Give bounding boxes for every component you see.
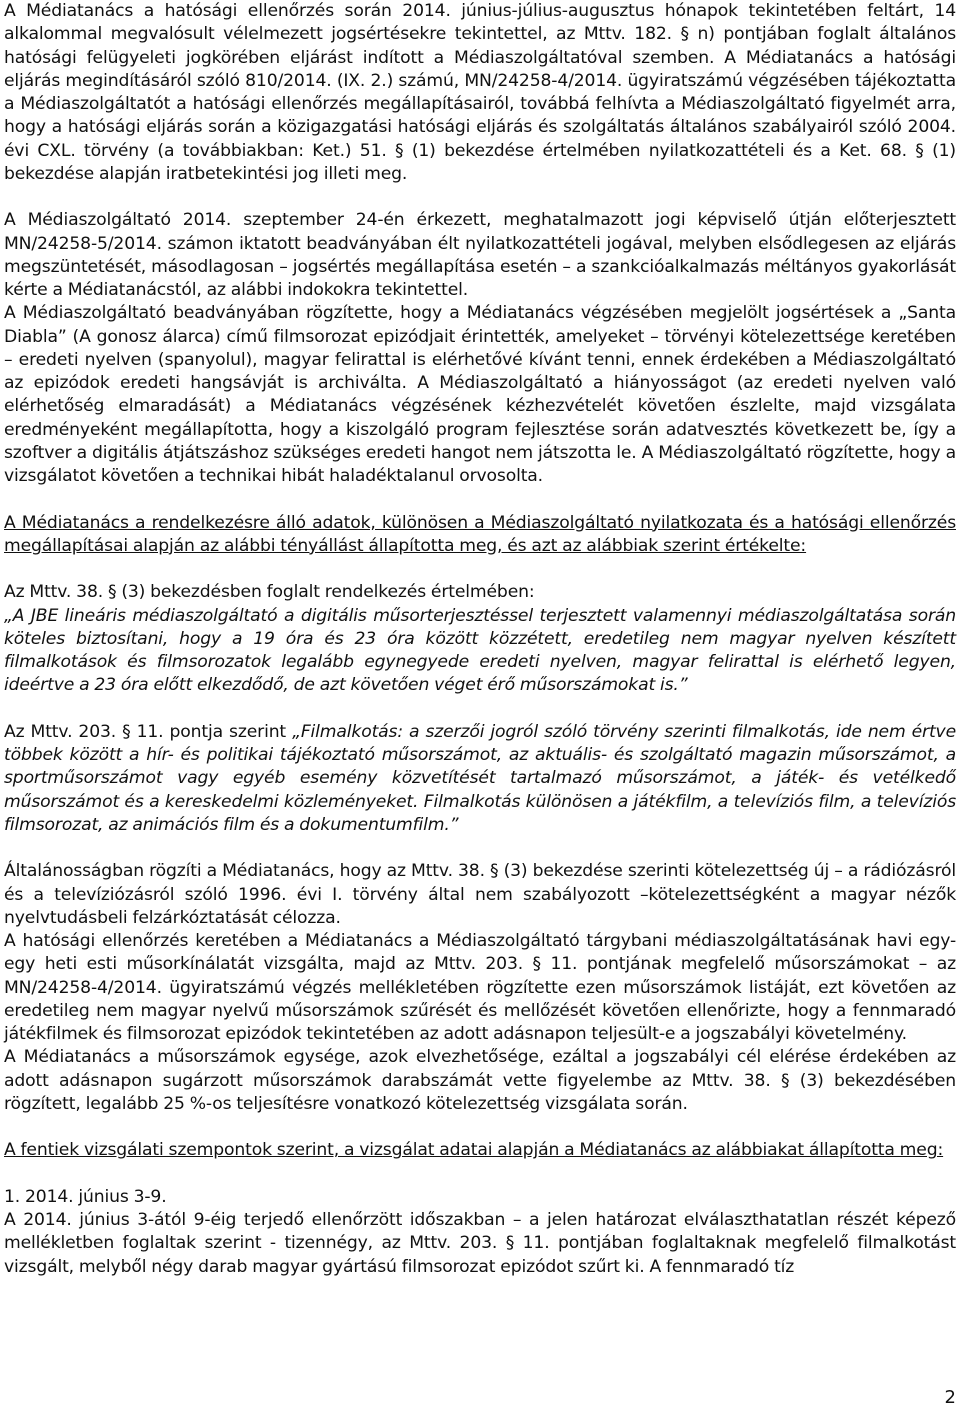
- paragraph-definition: [4, 721, 956, 837]
- spacer: [4, 558, 956, 581]
- item-title: 1. 2014. június 3-9.: [4, 1186, 167, 1207]
- spacer: [4, 186, 956, 209]
- paragraph-method: A Médiatanács a műsorszámok egysége, azok elvezhetősége, ezáltal a jogszabályi cél elérése érdekében az adott adásnapon sugárzott műsorszámok darabszámát vette figyelembe az Mttv. 38. § (3) bekezdésében rögzített, legalább 25 %-os teljesítésre vonatkozó kötelezettség vizsgálata során.: [4, 1047, 956, 1114]
- spacer: [4, 1163, 956, 1186]
- page-number: 2: [944, 1387, 956, 1408]
- paragraph-period-result: A 2014. június 3-ától 9-éig terjedő ellenőrzött időszakban – a jelen határozat elválaszthatatlan részét képező mellékletben foglaltak szerint - tizennégy, az Mttv. 203. § 11. pontjában foglaltaknak megfelelő filmalkotást vizsgált, melyből négy darab magyar gyártású filmsorozat epizódot szűrt ki. A fennmaradó tíz: [4, 1210, 956, 1277]
- spacer: [4, 488, 956, 511]
- paragraph-law-quote: „A JBE lineáris médiaszolgáltató a digitális műsorterjesztéssel terjesztett valamennyi médiaszolgáltatása során köteles biztosítani, hogy a 19 óra és 23 óra között közzétett, eredetileg nem magyar nyelven készített filmalkotások és filmsorozatok legalább egynegyede eredeti nyelven, magyar felirattal is elérhető legyen, ideértve a 23 óra előtt elkezdődő, de azt követően véget érő műsorszámokat is.”: [4, 605, 956, 696]
- document-page: [4, 0, 956, 1279]
- definition-intro: Az Mttv. 203. § 11. pontja szerint: [4, 721, 293, 742]
- paragraph-provider-statement: A Médiaszolgáltató beadványában rögzítette, hogy a Médiatanács végzésében megjelölt jogsértések a „Santa Diabla” (A gonosz álarca) című filmsorozat epizódjait érintették, amelyeket – törvényi kötelezettsége keretében – eredeti nyelven (spanyolul), magyar felirattal is elérhetővé kívánt tenni, ennek érdekében a Médiaszolgáltató az epizódok eredeti hangsávját is archiválta. A Médiaszolgáltató a hiányosságot (az eredeti nyelven való elérhetőség elmaradását) a Médiatanács végzésének kézhezvételét követően észlelte, majd vizsgálata eredményeként megállapította, hogy a kiszolgáló program fejlesztése során adatvesztés következett be, így a szoftver a digitális átjátszáshoz szükséges eredeti hangot nem játszotta le. A Médiaszolgáltató rögzítette, hogy a vizsgálatot követően a technikai hibát haladéktalanul orvosolta.: [4, 303, 956, 486]
- paragraph-law-intro: Az Mttv. 38. § (3) bekezdésben foglalt rendelkezés értelmében:: [4, 582, 535, 603]
- paragraph-proceeding-start: A Médiatanács a hatósági ellenőrzés során 2014. június-július-augusztus hónapok tekintetében feltárt, 14 alkalommal megvalósult vélelmezett jogsértésekre tekintettel, az Mttv. 182. § n) pontjában foglalt általános hatósági felügyeleti jogkörében eljárást indított a Médiaszolgáltatóval szemben. A Médiatanács a hatósági eljárás megindításáról szóló 810/2014. (IX. 2.) számú, MN/24258-4/2014. ügyiratszámú végzésében tájékoztatta a Médiaszolgáltatót a hatósági ellenőrzés megállapításairól, továbbá felhívta a Médiaszolgáltató figyelmét arra, hogy a hatósági eljárás során a közigazgatási hatósági eljárás és szolgáltatás általános szabályairól szóló 2004. évi CXL. törvény (a továbbiakban: Ket.) 51. § (1) bekezdése értelmében nyilatkozattételi és a Ket. 68. § (1) bekezdése alapján iratbetekintési jog illeti meg.: [4, 1, 956, 184]
- spacer: [4, 698, 956, 721]
- section-heading-findings: A Médiatanács a rendelkezésre álló adatok, különösen a Médiaszolgáltató nyilatkozata és a hatósági ellenőrzés megállapításai alapján az alábbi tényállást állapította meg, és azt az alábbiak szerint értékelte:: [4, 512, 956, 556]
- definition-quote: „Filmalkotás: a szerzői jogról szóló törvény szerinti filmalkotás, ide nem értve többek között a hír- és politikai tájékoztató műsorszámot, az aktuális- és szolgáltató magazin műsorszámot, a sportműsorszámot vagy egyéb esemény közvetítését tartalmazó műsorszámot, a játék- és vetélkedő műsorszámot és a kereskedelmi közleményeket. Filmalkotás különösen a játékfilm, a televíziós film, a televíziós filmsorozat, az animációs film és a dokumentumfilm.”: [4, 721, 956, 835]
- section-heading-results: A fentiek vizsgálati szempontok szerint, a vizsgálat adatai alapján a Médiatanács az alábbiakat állapította meg:: [4, 1140, 944, 1161]
- paragraph-general: Általánosságban rögzíti a Médiatanács, hogy az Mttv. 38. § (3) bekezdése szerinti kötelezettség új – a rádiózásról és a televíziózásról szóló 1996. évi I. törvény által nem szabályozott –kötelezettségként a magyar nézők nyelvtudásbeli felzárkóztatását célozza.: [4, 861, 956, 928]
- paragraph-provider-submission: A Médiaszolgáltató 2014. szeptember 24-én érkezett, meghatalmazott jogi képviselő útján előterjesztett MN/24258-5/2014. számon iktatott beadványában élt nyilatkozattételi jogával, melyben elsődlegesen az eljárás megszüntetését, másodlagosan – jogsértés megállapítása esetén – a szankcióalkalmazás méltányos gyakorlását kérte a Médiatanácstól, az alábbi indokokra tekintettel.: [4, 210, 956, 300]
- spacer: [4, 1116, 956, 1139]
- paragraph-inspection: A hatósági ellenőrzés keretében a Médiatanács a Médiaszolgáltató tárgybani médiaszolgáltatásának havi egy-egy heti esti műsorkínálatát vizsgálta, majd az Mttv. 203. § 11. pontjának megfelelő műsorszámokat – az MN/24258-4/2014. ügyiratszámú végzés mellékletében rögzítette ezen műsorszámok listáját, ezt követően az eredetileg nem magyar nyelvű műsorszámok szűrését és mellőzését követően ellenőrizte, hogy a fennmaradó játékfilmek és filmsorozat epizódok tekintetében az adott adásnapon teljesült-e a jogszabályi követelmény.: [4, 931, 956, 1044]
- spacer: [4, 837, 956, 860]
